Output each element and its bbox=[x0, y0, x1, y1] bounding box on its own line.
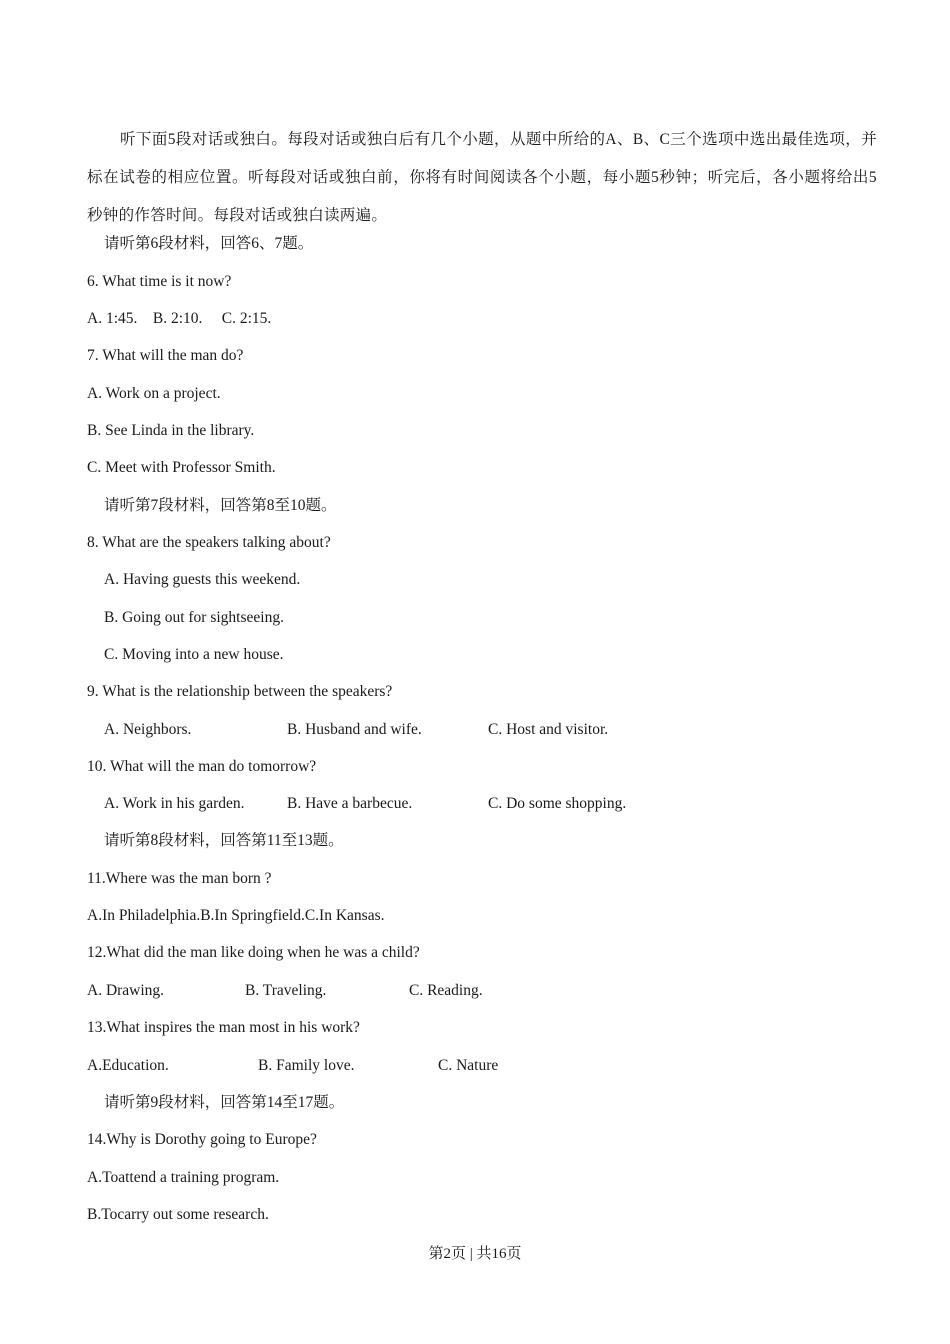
question-8: 8. What are the speakers talking about? bbox=[87, 534, 331, 551]
question-8-option-b: B. Going out for sightseeing. bbox=[104, 609, 284, 626]
question-8-option-a: A. Having guests this weekend. bbox=[104, 571, 301, 588]
question-12-option-c: C. Reading. bbox=[409, 982, 483, 999]
question-13: 13.What inspires the man most in his work? bbox=[87, 1019, 360, 1036]
question-12: 12.What did the man like doing when he was a child? bbox=[87, 944, 420, 961]
section-6-instruction: 请听第6段材料，回答6、7题。 bbox=[104, 235, 314, 252]
question-14-option-a: A.Toattend a training program. bbox=[87, 1169, 280, 1186]
question-10-option-a: A. Work in his garden. bbox=[104, 795, 245, 812]
question-10-option-b: B. Have a barbecue. bbox=[287, 795, 413, 812]
page-footer: 第2页 | 共16页 bbox=[428, 1246, 522, 1262]
question-11: 11.Where was the man born ? bbox=[87, 870, 272, 887]
question-7-option-a: A. Work on a project. bbox=[87, 385, 221, 402]
section-9-instruction: 请听第9段材料，回答第14至17题。 bbox=[104, 1094, 345, 1111]
question-9: 9. What is the relationship between the speakers? bbox=[87, 683, 393, 700]
question-10-option-c: C. Do some shopping. bbox=[488, 795, 627, 812]
question-9-option-c: C. Host and visitor. bbox=[488, 721, 609, 738]
question-14-option-b: B.Tocarry out some research. bbox=[87, 1206, 269, 1223]
section-7-instruction: 请听第7段材料，回答第8至10题。 bbox=[104, 497, 337, 514]
question-14: 14.Why is Dorothy going to Europe? bbox=[87, 1131, 317, 1148]
question-7-option-c: C. Meet with Professor Smith. bbox=[87, 459, 276, 476]
question-13-option-b: B. Family love. bbox=[258, 1057, 355, 1074]
question-12-option-b: B. Traveling. bbox=[245, 982, 327, 999]
question-7-option-b: B. See Linda in the library. bbox=[87, 422, 255, 439]
question-12-option-a: A. Drawing. bbox=[87, 982, 165, 999]
question-13-option-c: C. Nature bbox=[438, 1057, 499, 1074]
question-10: 10. What will the man do tomorrow? bbox=[87, 758, 317, 775]
question-6-options: A. 1:45. B. 2:10. C. 2:15. bbox=[87, 310, 272, 327]
question-9-option-a: A. Neighbors. bbox=[104, 721, 192, 738]
question-11-options: A.In Philadelphia.B.In Springfield.C.In Kansas. bbox=[87, 907, 385, 924]
question-9-option-b: B. Husband and wife. bbox=[287, 721, 422, 738]
question-7: 7. What will the man do? bbox=[87, 347, 244, 364]
question-13-option-a: A.Education. bbox=[87, 1057, 169, 1074]
listening-instructions: 听下面5段对话或独白。每段对话或独白后有几个小题，从题中所给的A、B、C三个选项中选出最佳选项，并标在试卷的相应位置。听每段对话或独白前，你将有时间阅读各个小题，每小题5秒钟；听完后，各小题将给出5秒钟的作答时间。每段对话或独白读两遍。 bbox=[87, 131, 877, 224]
question-8-option-c: C. Moving into a new house. bbox=[104, 646, 284, 663]
section-8-instruction: 请听第8段材料，回答第11至13题。 bbox=[104, 832, 344, 849]
question-6: 6. What time is it now? bbox=[87, 273, 232, 290]
